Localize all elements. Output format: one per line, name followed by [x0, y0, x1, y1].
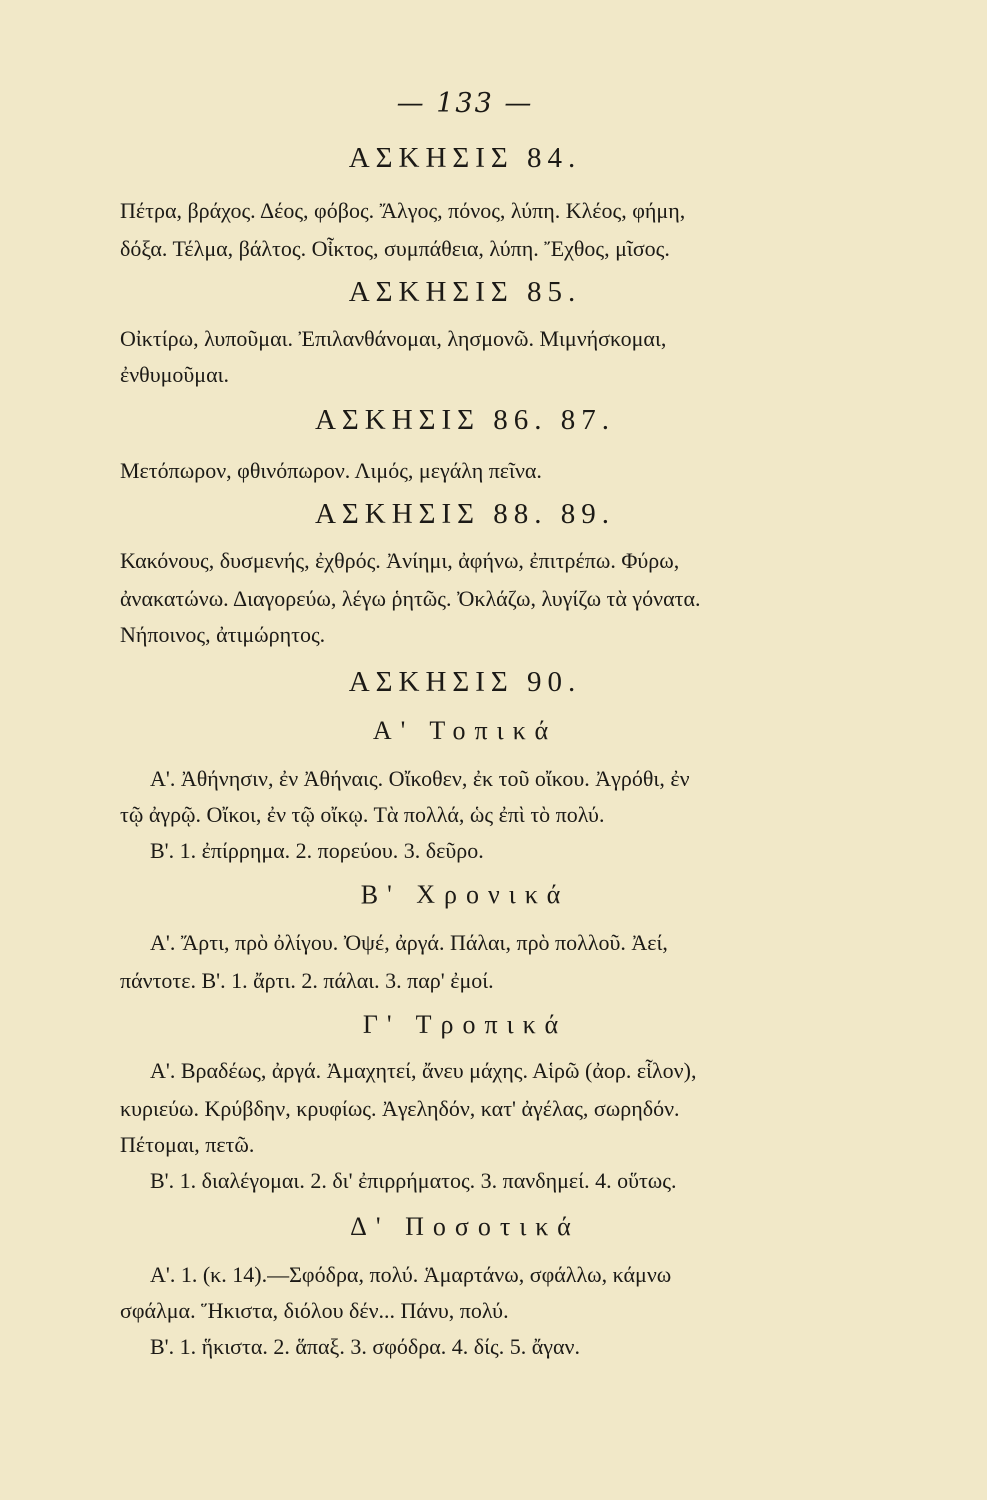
- text-line: Β'. 1. ἐπίρρημα. 2. πορεύου. 3. δεῦρο.: [150, 838, 484, 863]
- text-line: ἐνθυμοῦμαι.: [120, 362, 230, 387]
- text-line: Α'. Βραδέως, ἀργά. Ἀμαχητεί, ἄνευ μάχης. Αἱρῶ (ἀορ. εἷλον),: [150, 1058, 697, 1083]
- exercise-heading-85: ΑΣΚΗΣΙΣ 85.: [348, 276, 582, 308]
- text-line: δόξα. Τέλμα, βάλτος. Οἶκτος, συμπάθεια, λύπη. Ἔχθος, μῖσος.: [120, 236, 670, 261]
- text-line: Κακόνους, δυσμενής, ἐχθρός. Ἀνίημι, ἀφήνω, ἐπιτρέπω. Φύρω,: [120, 548, 680, 573]
- text-line: Β'. 1. διαλέγομαι. 2. δι' ἐπιρρήματος. 3. πανδημεί. 4. οὕτως.: [150, 1168, 677, 1193]
- text-line: Β'. 1. ἥκιστα. 2. ἅπαξ. 3. σφόδρα. 4. δίς. 5. ἄγαν.: [150, 1334, 580, 1359]
- section-heading-chronika: Β' Χρονικά: [360, 880, 570, 909]
- text-line: ἀνακατώνω. Διαγορεύω, λέγω ῥητῶς. Ὀκλάζω, λυγίζω τὰ γόνατα.: [120, 586, 701, 611]
- text-line: Νήποινος, ἀτιμώρητος.: [120, 622, 326, 647]
- exercise-heading-84: ΑΣΚΗΣΙΣ 84.: [348, 142, 582, 174]
- text-line: Μετόπωρον, φθινόπωρον. Λιμός, μεγάλη πεῖνα.: [120, 458, 542, 483]
- page-number: — 133 —: [396, 88, 534, 119]
- text-line: Οἰκτίρω, λυποῦμαι. Ἐπιλανθάνομαι, λησμονῶ. Μιμνήσκομαι,: [120, 326, 667, 351]
- text-line: τῷ ἀγρῷ. Οἴκοι, ἐν τῷ οἴκῳ. Τὰ πολλά, ὡς ἐπὶ τὸ πολύ.: [120, 802, 605, 827]
- text-line: Α'. Ἀθήνησιν, ἐν Ἀθήναις. Οἴκοθεν, ἐκ τοῦ οἴκου. Ἀγρόθι, ἐν: [150, 766, 690, 791]
- section-heading-tropika: Γ' Τροπικά: [362, 1010, 568, 1039]
- text-line: κυριεύω. Κρύβδην, κρυφίως. Ἀγεληδόν, κατ' ἀγέλας, σωρηδόν.: [120, 1096, 680, 1121]
- text-line: πάντοτε. Β'. 1. ἄρτι. 2. πάλαι. 3. παρ' ἐμοί.: [120, 968, 494, 993]
- exercise-heading-88-89: ΑΣΚΗΣΙΣ 88. 89.: [314, 498, 616, 530]
- text-line: Α'. Ἄρτι, πρὸ ὀλίγου. Ὀψέ, ἀργά. Πάλαι, πρὸ πολλοῦ. Ἀεί,: [150, 930, 668, 955]
- exercise-heading-90: ΑΣΚΗΣΙΣ 90.: [348, 666, 582, 698]
- text-line: σφάλμα. Ἥκιστα, διόλου δέν... Πάνυ, πολύ.: [120, 1298, 509, 1323]
- text-line: Πέτομαι, πετῶ.: [120, 1132, 255, 1157]
- text-line: Πέτρα, βράχος. Δέος, φόβος. Ἄλγος, πόνος, λύπη. Κλέος, φήμη,: [120, 198, 686, 223]
- section-heading-topika: Α' Τοπικά: [372, 716, 558, 745]
- section-heading-posotika: Δ' Ποσοτικά: [350, 1212, 580, 1241]
- exercise-heading-86-87: ΑΣΚΗΣΙΣ 86. 87.: [314, 404, 616, 436]
- text-line: Α'. 1. (κ. 14).—Σφόδρα, πολύ. Ἁμαρτάνω, σφάλλω, κάμνω: [150, 1262, 672, 1287]
